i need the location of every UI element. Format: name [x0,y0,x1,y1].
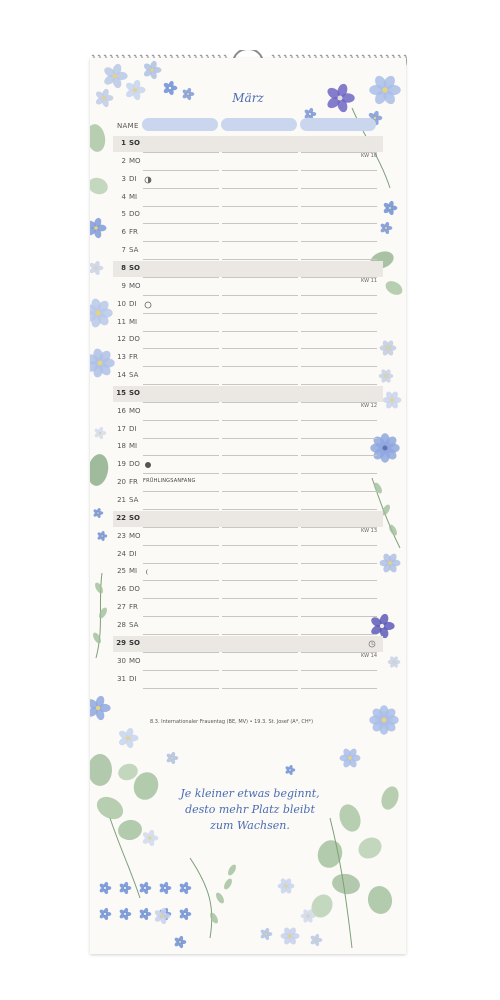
flower-icon [94,426,107,439]
flower-icon [159,881,172,894]
entry-line-col-3[interactable] [301,688,377,689]
wall-calendar [90,58,406,954]
flower-icon [143,60,162,80]
flower-icon [166,751,179,764]
day-number: 10 [117,299,126,308]
full-moon-icon [144,301,152,309]
day-number: 15 [116,388,126,397]
flower-icon [102,63,127,89]
last-quarter-moon-icon [144,568,152,576]
weekday-label: MI [129,442,138,451]
leaf-icon [90,123,107,154]
day-number: 16 [117,406,126,415]
day-number: 26 [117,585,126,594]
weekday-label: DI [129,174,137,183]
weekday-label: MI [129,317,138,326]
weekday-label: DO [129,585,140,594]
weekday-label: MO [129,531,141,540]
day-number: 29 [116,638,126,647]
day-row-25[interactable] [113,563,383,581]
day-number: 1 [121,139,126,147]
flower-icon [369,705,398,734]
weekday-label: MO [129,656,141,665]
day-row-31[interactable] [113,671,383,689]
quote [150,786,350,834]
leaf-icon [222,877,233,890]
calendar-week-label: KW 14 [361,652,377,659]
day-number: 4 [121,192,126,201]
leaf-icon [226,863,237,876]
flower-icon [90,217,107,239]
month-title: März [232,91,264,105]
day-number: 24 [117,549,126,558]
weekday-label: MO [129,406,141,415]
quote-line-3: zum Wachsen. [210,819,290,832]
leaf-icon [378,784,401,812]
flower-icon [174,935,187,948]
flower-icon [97,530,107,541]
day-number: 12 [117,335,126,344]
name-field-2[interactable] [221,118,297,131]
day-row-28[interactable] [113,617,383,635]
leaf-icon [208,911,219,924]
weekday-label: SO [129,388,140,397]
day-number: 9 [121,281,126,290]
entry-line-col-1[interactable] [143,688,219,689]
day-row-17[interactable] [113,421,383,439]
day-number: 23 [117,531,126,540]
leaf-icon [93,581,104,594]
day-row-30[interactable] [113,653,383,671]
sunday-shading [113,386,383,402]
day-row-8[interactable] [113,260,383,278]
flower-icon [90,260,103,275]
day-row-22[interactable] [113,510,383,528]
flower-icon [139,881,152,894]
day-number: 22 [116,513,126,522]
day-row-16[interactable] [113,403,383,421]
day-number: 20 [117,478,126,487]
weekday-label: DI [129,674,137,683]
day-number: 14 [117,371,126,380]
entry-line-col-2[interactable] [222,688,298,689]
flower-icon [99,907,112,920]
weekday-label: SO [129,638,140,647]
leaf-icon [90,175,110,197]
day-number: 31 [117,674,126,683]
day-row-2[interactable] [113,153,383,171]
name-field-3[interactable] [300,118,376,131]
day-number: 27 [117,603,126,612]
flower-icon [93,507,103,518]
weekday-label: DO [129,460,140,469]
weekday-label: MI [129,567,138,576]
day-row-23[interactable] [113,528,383,546]
flower-icon [99,881,112,894]
flower-icon [340,747,361,769]
day-row-27[interactable] [113,599,383,617]
weekday-label: DI [129,549,137,558]
weekday-label: DO [129,210,140,219]
day-row-1[interactable] [113,135,383,153]
sunday-shading [113,636,383,652]
weekday-label: SA [129,496,139,504]
weekday-label: DO [129,335,140,344]
quote-line-1: Je kleiner etwas beginnt, [180,787,320,800]
flower-icon [278,877,295,894]
leaf-icon [90,453,111,488]
stem [190,858,212,938]
leaf-icon [366,884,394,916]
flower-icon [285,764,295,775]
day-row-10[interactable] [113,296,383,314]
calendar-week-label: KW 13 [361,527,377,534]
flower-icon [281,926,300,945]
flower-icon [90,298,113,329]
day-row-21[interactable] [113,492,383,510]
weekday-label: MO [129,281,141,290]
day-number: 18 [117,442,126,451]
flower-icon [179,881,192,894]
calendar-week-label: KW 10 [361,153,377,159]
leaf-icon [314,837,346,872]
weekday-label: FR [129,353,138,362]
flower-icon [179,907,192,920]
day-number: 13 [117,353,126,362]
new-moon-icon [144,461,152,469]
day-number: 25 [117,567,126,576]
weekday-label: MI [129,192,138,201]
day-row-26[interactable] [113,581,383,599]
weekday-label: SA [129,371,139,380]
flower-icon [90,348,115,379]
day-row-18[interactable] [113,438,383,456]
leaf-icon [330,872,361,897]
flower-icon [383,390,402,409]
calendar-week-label: KW 12 [361,402,377,409]
flower-icon [310,933,323,946]
day-number: 8 [121,263,126,272]
leaf-icon [91,631,102,644]
clock-icon [368,640,376,648]
day-row-24[interactable] [113,546,383,564]
day-number: 17 [117,424,126,433]
calendar-week-label: KW 11 [361,277,377,284]
day-row-7[interactable] [113,242,383,260]
day-row-12[interactable] [113,331,383,349]
day-number: 6 [121,228,126,237]
day-number: 2 [121,156,126,165]
day-row-29[interactable] [113,635,383,653]
day-number: 19 [117,460,126,469]
flower-icon [90,695,111,721]
day-row-15[interactable] [113,385,383,403]
day-row-5[interactable] [113,206,383,224]
leaf-icon [214,891,225,904]
weekday-label: SA [129,246,139,255]
day-row-6[interactable] [113,224,383,242]
leaf-icon [383,278,405,297]
name-field-1[interactable] [142,118,218,131]
day-number: 7 [121,246,126,255]
weekday-label: FR [129,603,138,612]
flower-icon [119,907,132,920]
day-number: 5 [121,210,126,219]
day-number: 11 [117,317,126,326]
weekday-label: SO [129,263,140,272]
name-column-label: NAME [117,122,139,130]
leaf-icon [90,754,112,786]
day-row-14[interactable] [113,367,383,385]
sunday-shading [113,136,383,152]
first-quarter-moon-icon [144,176,152,184]
day-row-11[interactable] [113,314,383,332]
day-row-13[interactable] [113,349,383,367]
day-number: 30 [117,656,126,665]
flower-icon [260,927,273,940]
holiday-label: FRÜHLINGSANFANG [143,478,196,485]
weekday-label: FR [129,478,138,487]
flower-icon [383,200,398,215]
leaf-icon [116,818,143,842]
weekday-label: MO [129,156,141,165]
weekday-label: SO [129,139,140,147]
sunday-shading [113,511,383,527]
day-number: 3 [121,174,126,183]
sunday-shading [113,261,383,277]
day-row-3[interactable] [113,171,383,189]
weekday-label: DI [129,299,137,308]
flower-icon [388,656,401,669]
quote-line-2: desto mehr Platz bleibt [185,803,315,816]
weekday-label: FR [129,228,138,237]
weekday-label: SA [129,620,139,629]
leaf-icon [97,606,108,619]
flower-icon [139,907,152,920]
day-row-4[interactable] [113,189,383,207]
flower-icon [119,881,132,894]
day-number: 21 [117,496,126,504]
holiday-footnote: 8.3. Internationaler Frauentag (BE, MV) • 19.3. St. Josef (A*, CH*) [150,719,314,725]
flower-icon [118,727,139,749]
weekday-label: SO [129,513,140,522]
day-number: 28 [117,620,126,629]
day-row-9[interactable] [113,278,383,296]
weekday-label: DI [129,424,137,433]
leaf-icon [355,833,386,862]
day-row-19[interactable] [113,456,383,474]
